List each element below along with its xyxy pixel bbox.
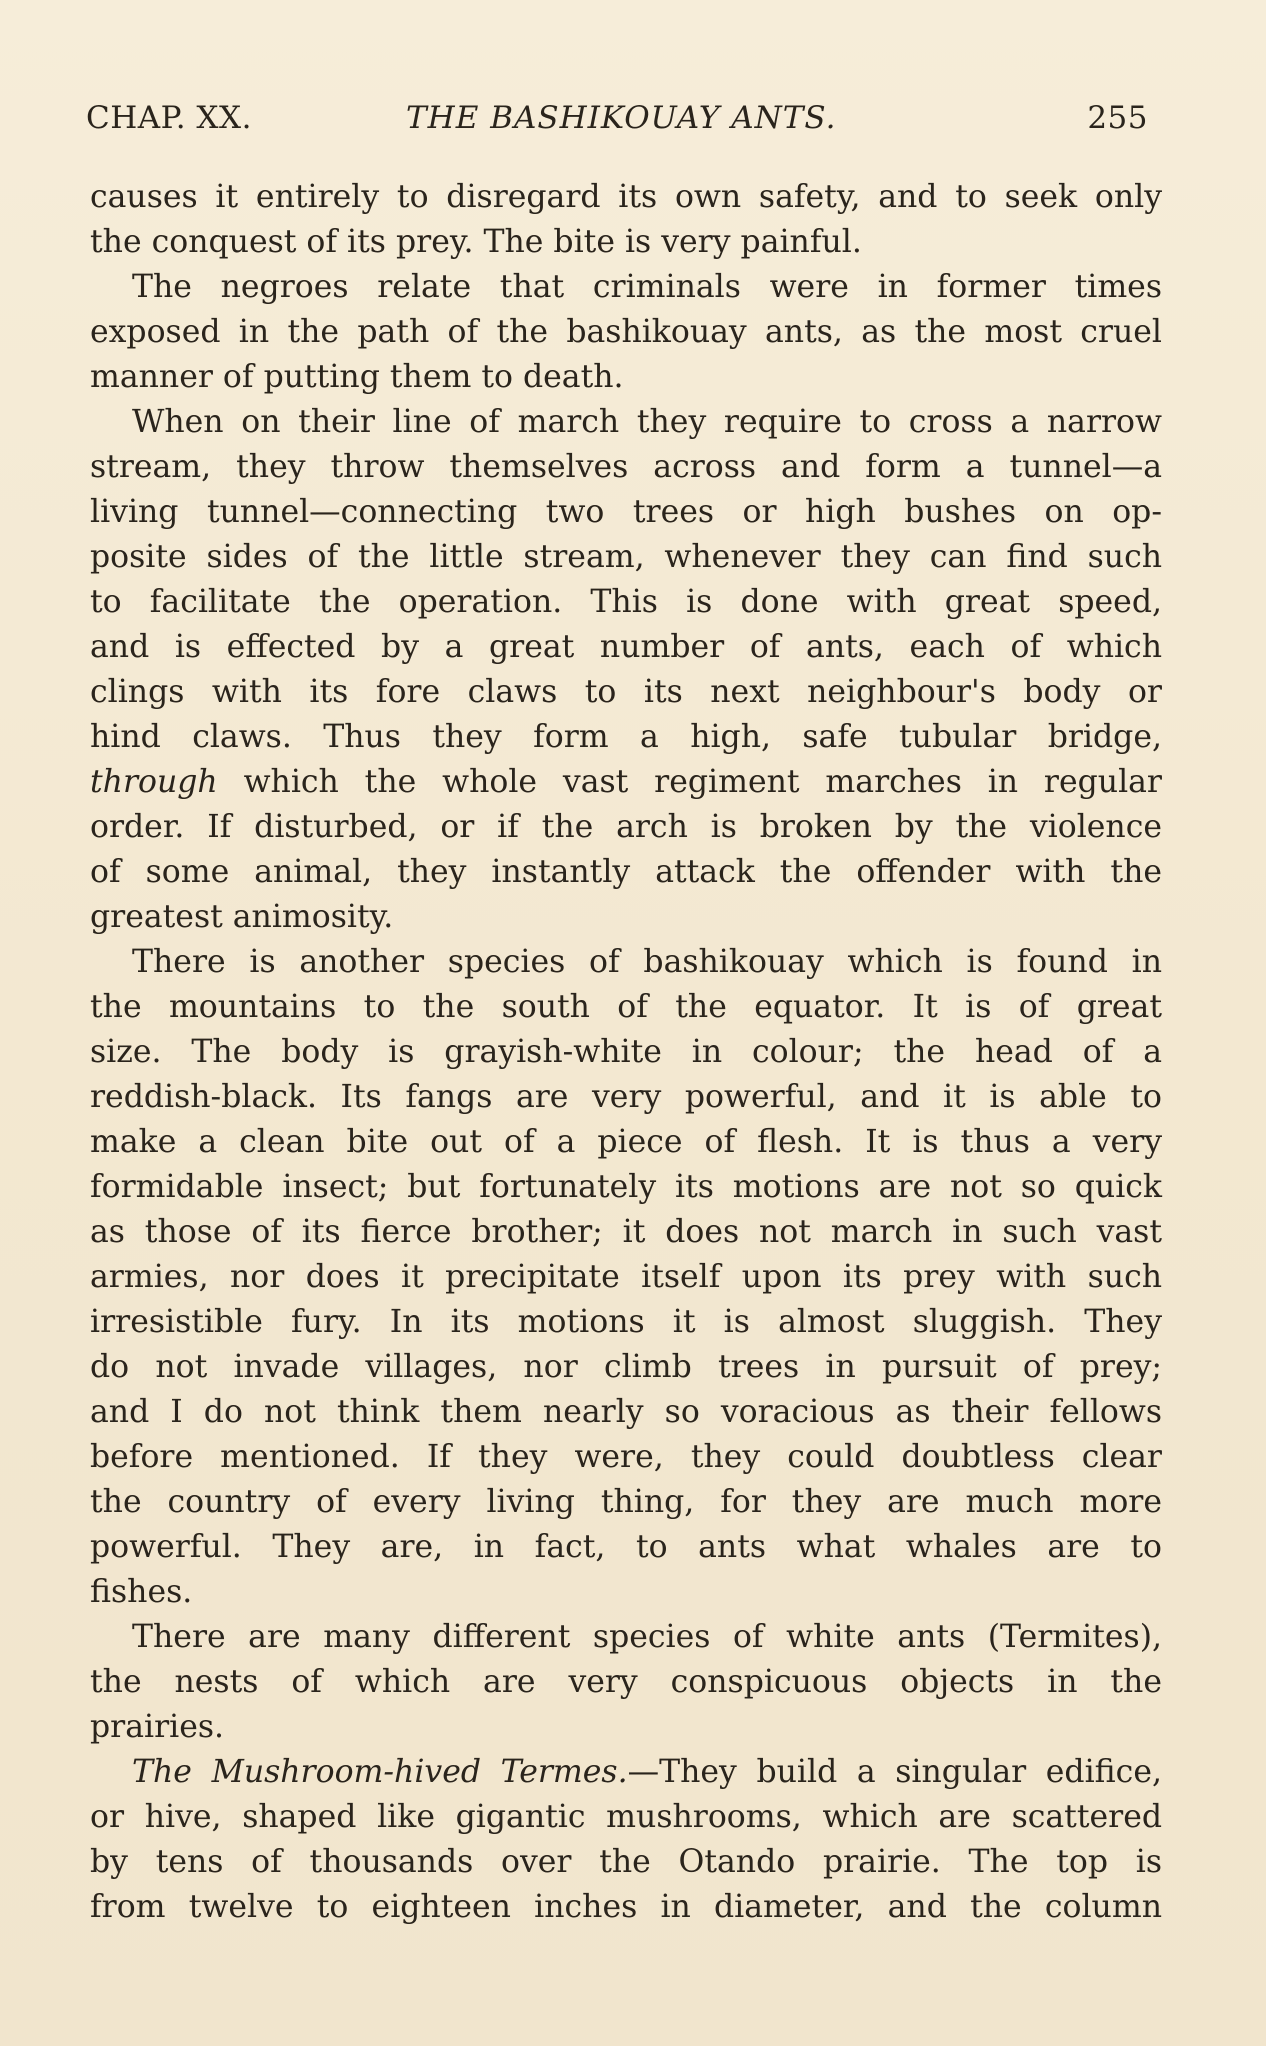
text-line: by tens of thousands over the Otando prairie. The top is [90, 1844, 1162, 1880]
text-line-remainder: —They build a singular edifice, [627, 1754, 1162, 1790]
text-line: armies, nor does it precipitate itself upon its prey with such [90, 1259, 1162, 1295]
text-line: fishes. [90, 1574, 193, 1610]
text-line: and is effected by a great number of ants, each of which [90, 629, 1162, 665]
text-line: causes it entirely to disregard its own safety, and to seek only [90, 179, 1162, 215]
text-line: size. The body is grayish-white in colour; the head of a [90, 1034, 1162, 1070]
text-line: formidable insect; but fortunately its motions are not so quick [90, 1169, 1162, 1205]
text-line: and I do not think them nearly so voracious as their fellows [90, 1394, 1162, 1430]
text-line: make a clean bite out of a piece of flesh. It is thus a very [90, 1124, 1162, 1160]
text-line: manner of putting them to death. [90, 359, 624, 395]
text-line: When on their line of march they require to cross a narrow [132, 404, 1162, 440]
chapter-label: CHAP. XX. [86, 100, 252, 136]
text-line: the country of every living thing, for they are much more [90, 1484, 1162, 1520]
text-line: of some animal, they instantly attack the offender with the [90, 854, 1162, 890]
text-line: There are many different species of white ants (Termites), [132, 1619, 1162, 1655]
text-line: prairies. [90, 1709, 225, 1745]
text-line: to facilitate the operation. This is done with great speed, [90, 584, 1162, 620]
text-line: clings with its fore claws to its next neighbour's body or [90, 674, 1162, 710]
text-line: The negroes relate that criminals were in former times [132, 269, 1162, 305]
italic-heading: The Mushroom-hived Termes. [132, 1754, 628, 1790]
text-line: reddish-black. Its fangs are very powerful, and it is able to [90, 1079, 1162, 1115]
page-number: 255 [1087, 100, 1148, 136]
running-title: THE BASHIKOUAY ANTS. [406, 100, 837, 136]
text-line: greatest animosity. [90, 899, 394, 935]
text-line: posite sides of the little stream, whenever they can find such [90, 539, 1162, 575]
text-line: the nests of which are very conspicuous objects in the [90, 1664, 1162, 1700]
text-line: as those of its fierce brother; it does not march in such vast [90, 1214, 1162, 1250]
text-line: stream, they throw themselves across and form a tunnel—a [90, 449, 1162, 485]
text-line [90, 760, 1162, 805]
text-line-remainder: which the whole vast regiment marches in regular [217, 764, 1162, 800]
text-line: the conquest of its prey. The bite is very painful. [90, 224, 862, 260]
text-line: from twelve to eighteen inches in diameter, and the column [90, 1889, 1162, 1925]
text-line: or hive, shaped like gigantic mushrooms, which are scattered [90, 1799, 1162, 1835]
text-line [132, 1750, 1162, 1795]
text-line: There is another species of bashikouay which is found in [132, 944, 1162, 980]
text-line: the mountains to the south of the equator. It is of great [90, 989, 1162, 1025]
text-line: hind claws. Thus they form a high, safe tubular bridge, [90, 719, 1162, 755]
text-line: irresistible fury. In its motions it is almost sluggish. They [90, 1304, 1162, 1340]
text-line: do not invade villages, nor climb trees in pursuit of prey; [90, 1349, 1162, 1385]
running-header [86, 100, 1148, 150]
italic-word: through [90, 764, 218, 800]
text-line: living tunnel—connecting two trees or high bushes on op- [90, 494, 1162, 530]
text-line: exposed in the path of the bashikouay ants, as the most cruel [90, 314, 1162, 350]
text-line: powerful. They are, in fact, to ants what whales are to [90, 1529, 1162, 1565]
text-line: order. If disturbed, or if the arch is broken by the violence [90, 809, 1162, 845]
text-line: before mentioned. If they were, they could doubtless clear [90, 1439, 1162, 1475]
